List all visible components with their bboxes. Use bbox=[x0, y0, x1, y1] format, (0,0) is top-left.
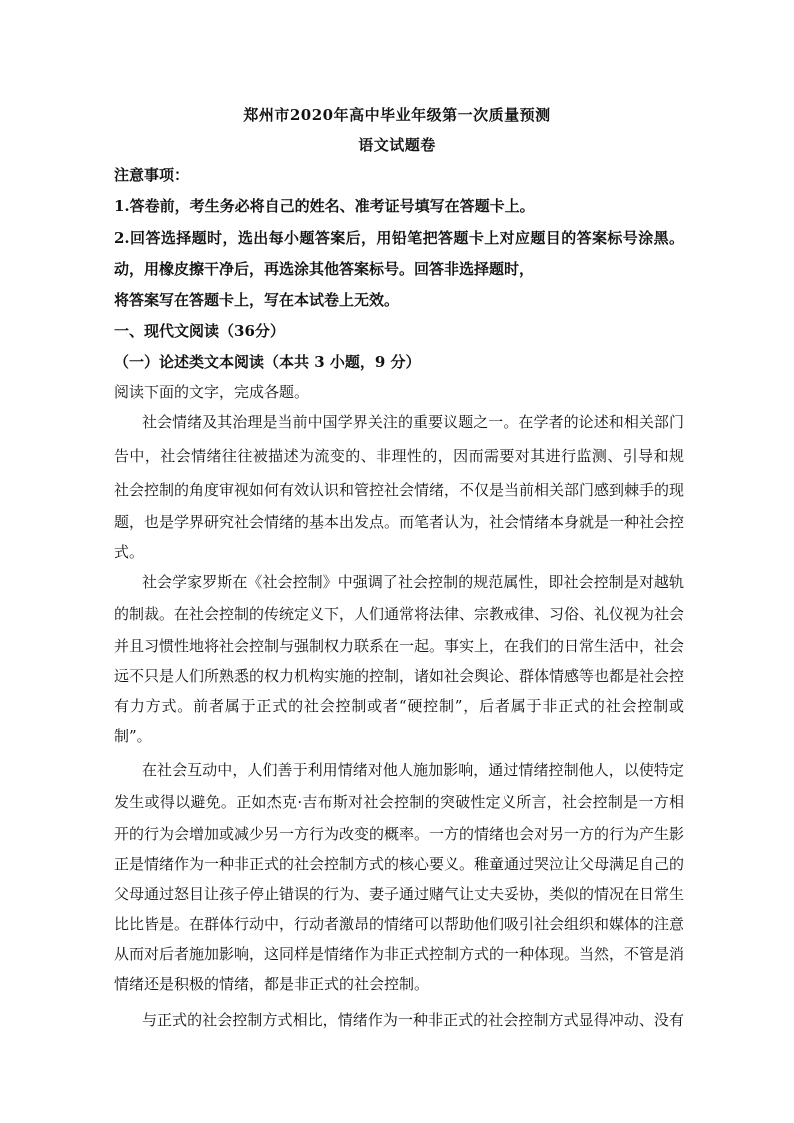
body-line: 并且习惯性地将社会控制与强制权力联系在一起。事实上，在我们的日常生活中，社会 bbox=[114, 637, 684, 655]
subsection-heading: （一）论述类文本阅读（本共 3 小题，9 分） bbox=[114, 353, 421, 371]
notice-heading: 注意事项： bbox=[114, 166, 190, 184]
notice-line-4: 将答案写在答题卡上，写在本试卷上无效。 bbox=[114, 291, 400, 309]
notice-line-2: 2.回答选择题时，选出每小题答案后，用铅笔把答题卡上对应题目的答案标号涂黑。 bbox=[114, 229, 684, 247]
body-line: 从而对后者施加影响，这同样是情绪作为非正式控制方式的一种体现。当然，不管是消 bbox=[114, 945, 684, 963]
body-line: 远不只是人们所熟悉的权力机构实施的控制，诸如社会舆论、群体情感等也都是社会控 bbox=[114, 667, 684, 685]
body-line: 与正式的社会控制方式相比，情绪作为一种非正式的社会控制方式显得冲动、没有 bbox=[142, 1011, 684, 1029]
body-line: 比比皆是。在群体行动中，行动者激昂的情绪可以帮助他们吸引社会组织和媒体的注意 bbox=[114, 915, 684, 933]
body-line: 父母通过怒目让孩子停止错误的行为、妻子通过赌气让丈夫妥协，类似的情况在日常生 bbox=[114, 885, 684, 903]
body-line: 发生或得以避免。正如杰克·吉布斯对社会控制的突破性定义所言，社会控制是一方相 bbox=[114, 793, 684, 811]
body-line: 正是情绪作为一种非正式的社会控制方式的核心要义。稚童通过哭泣让父母满足自己的 bbox=[114, 855, 684, 873]
notice-line-3: 动，用橡皮擦干净后，再选涂其他答案标号。回答非选择题时， bbox=[114, 260, 535, 278]
body-line: 在社会互动中，人们善于利用情绪对他人施加影响，通过情绪控制他人，以使特定 bbox=[142, 761, 684, 779]
body-line: 社会学家罗斯在《社会控制》中强调了社会控制的规范属性，即社会控制是对越轨 bbox=[142, 573, 684, 591]
section-heading: 一、现代文阅读（36分） bbox=[114, 322, 285, 340]
body-line: 告中，社会情绪往往被描述为流变的、非理性的，因而需要对其进行监测、引导和规 bbox=[114, 447, 684, 465]
body-line: 社会控制的角度审视如何有效认识和管控社会情绪，不仅是当前相关部门感到棘手的现 bbox=[114, 481, 684, 499]
body-line: 开的行为会增加或减少另一方行为改变的概率。一方的情绪也会对另一方的行为产生影 bbox=[114, 825, 684, 843]
body-line: 情绪还是积极的情绪，都是非正式的社会控制。 bbox=[114, 975, 430, 993]
body-line: 社会情绪及其治理是当前中国学界关注的重要议题之一。在学者的论述和相关部门 bbox=[142, 413, 684, 431]
body-line: 题，也是学界研究社会情绪的基本出发点。而笔者认为，社会情绪本身就是一种社会控 bbox=[114, 513, 684, 531]
exam-subtitle: 语文试题卷 bbox=[358, 136, 436, 154]
notice-line-1: 1.答卷前，考生务必将自己的姓名、准考证号填写在答题卡上。 bbox=[114, 197, 535, 215]
instruction-text: 阅读下面的文字，完成各题。 bbox=[114, 383, 310, 401]
body-line: 制”。 bbox=[114, 727, 152, 745]
body-line: 的制裁。在社会控制的传统定义下，人们通常将法律、宗教戒律、习俗、礼仪视为社会 bbox=[114, 605, 684, 623]
body-line: 式。 bbox=[114, 543, 145, 561]
exam-title: 郑州市2020年高中毕业年级第一次质量预测 bbox=[243, 106, 551, 124]
body-line: 有力方式。前者属于正式的社会控制或者“硬控制”，后者属于非正式的社会控制或 bbox=[114, 697, 684, 715]
